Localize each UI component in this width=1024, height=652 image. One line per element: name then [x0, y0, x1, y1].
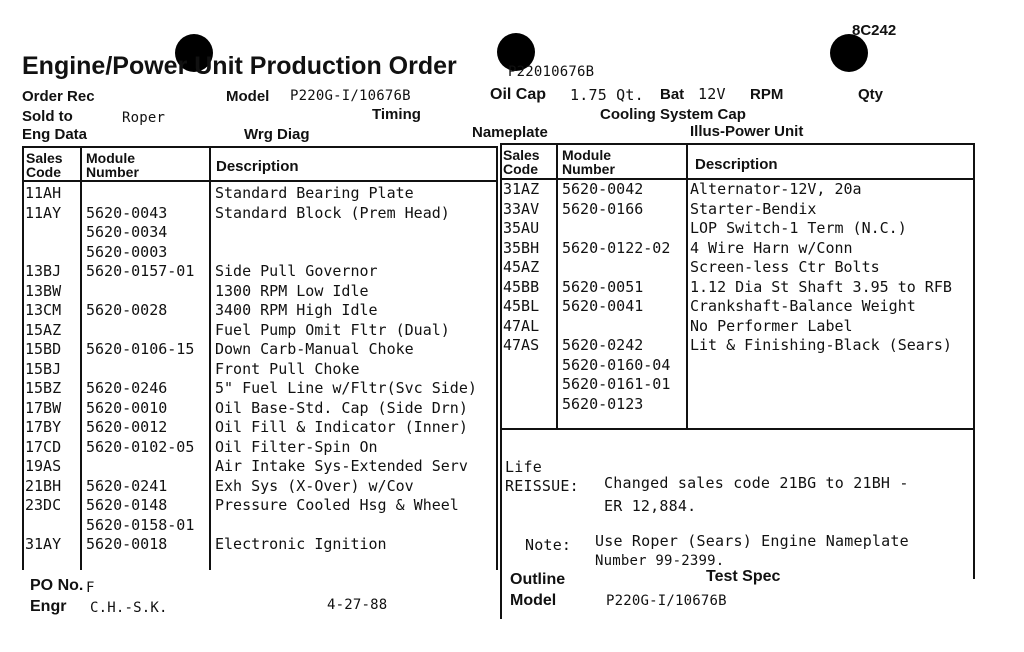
left-module: 5620-0018	[86, 535, 168, 553]
wrg-diag-label: Wrg Diag	[244, 126, 310, 143]
outline-label: Outline	[510, 571, 566, 588]
left-header-description: Description	[216, 158, 299, 175]
left-header-module	[86, 151, 139, 179]
reissue-label: REISSUE:	[505, 477, 579, 495]
right-module: 5620-0051	[562, 277, 644, 296]
right-desc: Screen-less Ctr Bolts	[690, 258, 880, 276]
rpm-label: RPM	[750, 86, 784, 103]
outline-model-label: Model	[510, 592, 557, 609]
left-module: 5620-0034	[86, 223, 168, 241]
left-desc: Standard Block (Prem Head)	[215, 203, 450, 222]
left-code: 21BH	[25, 476, 62, 495]
right-desc: Lit & Finishing-Black (Sears)	[690, 336, 952, 354]
right-code: 35AU	[503, 219, 540, 237]
right-table-border-2	[556, 143, 558, 429]
left-code: 31AY	[25, 535, 62, 553]
left-module: 5620-0003	[86, 242, 168, 261]
left-header-sales: Sales	[26, 150, 63, 166]
left-desc: Fuel Pump Omit Fltr (Dual)	[215, 320, 450, 339]
right-code: 47AL	[503, 316, 540, 335]
left-module: 5620-0157-01	[86, 262, 195, 280]
oil-cap-value: 1.75 Qt.	[570, 86, 644, 104]
left-code: 13CM	[25, 301, 62, 319]
left-code: 11AH	[25, 184, 62, 202]
right-code: 31AZ	[503, 180, 540, 198]
right-desc: No Performer Label	[690, 316, 853, 335]
right-table-border-4	[973, 143, 975, 579]
left-desc: Side Pull Governor	[215, 262, 378, 280]
po-label: PO No.	[30, 577, 84, 594]
left-code: 11AY	[25, 203, 62, 222]
engr-label: Engr	[30, 598, 67, 615]
left-table-header-border	[22, 180, 498, 182]
right-table-border-3	[686, 143, 688, 429]
reissue-line-1: Changed sales code 21BG to 21BH -	[604, 474, 909, 492]
right-desc: 1.12 Dia St Shaft 3.95 to RFB	[690, 277, 952, 296]
timing-label: Timing	[372, 106, 421, 123]
right-desc: Crankshaft-Balance Weight	[690, 297, 916, 315]
left-module: 5620-0106-15	[86, 340, 195, 358]
model-label: Model	[226, 88, 270, 105]
right-module: 5620-0042	[562, 180, 644, 198]
order-rec-label: Order Rec	[22, 88, 95, 105]
bat-label: Bat	[660, 86, 685, 103]
right-module: 5620-0041	[562, 297, 644, 315]
right-table-border-1	[500, 143, 502, 619]
left-code: 13BJ	[25, 262, 62, 280]
left-module: 5620-0102-05	[86, 437, 195, 456]
right-module: 5620-0160-04	[562, 355, 671, 374]
left-header-module-2: Number	[86, 164, 139, 180]
right-module: 5620-0242	[562, 336, 644, 354]
note-line-2: Number 99-2399.	[595, 553, 725, 569]
left-code: 19AS	[25, 457, 62, 475]
model-value: P220G-I/10676B	[290, 88, 411, 104]
left-desc: 1300 RPM Low Idle	[215, 281, 369, 300]
note-line-1: Use Roper (Sears) Engine Nameplate	[595, 532, 909, 550]
left-code: 15AZ	[25, 320, 62, 339]
right-header-description: Description	[695, 156, 778, 173]
left-code: 15BZ	[25, 379, 62, 397]
left-desc: Down Carb-Manual Choke	[215, 340, 414, 358]
right-module: 5620-0161-01	[562, 375, 671, 393]
left-table-border-4	[496, 146, 498, 570]
right-code: 45BL	[503, 297, 540, 315]
right-code: 45BB	[503, 277, 540, 296]
left-desc: 3400 RPM High Idle	[215, 301, 378, 319]
right-module: 5620-0122-02	[562, 238, 671, 257]
left-desc: Exh Sys (X-Over) w/Cov	[215, 476, 414, 495]
right-header-module-1: Module	[562, 147, 611, 163]
doc-code: 8C242	[852, 22, 897, 39]
left-table-border-1	[22, 146, 24, 570]
right-header-module-2: Number	[562, 161, 615, 177]
life-text: Life	[505, 458, 542, 476]
left-desc: Air Intake Sys-Extended Serv	[215, 457, 468, 475]
left-header-code: Code	[26, 164, 61, 180]
left-desc: Pressure Cooled Hsg & Wheel	[215, 496, 459, 514]
left-desc: Oil Fill & Indicator (Inner)	[215, 418, 468, 436]
right-code: 45AZ	[503, 258, 540, 276]
left-code: 23DC	[25, 496, 62, 514]
left-desc: Electronic Ignition	[215, 535, 387, 553]
test-spec-label: Test Spec	[706, 568, 781, 585]
left-module: 5620-0241	[86, 476, 168, 495]
left-header-module-1: Module	[86, 150, 135, 166]
left-desc: Oil Filter-Spin On	[215, 437, 378, 456]
left-module: 5620-0012	[86, 418, 168, 436]
left-code: 15BD	[25, 340, 62, 358]
left-code: 17CD	[25, 437, 62, 456]
left-module: 5620-0043	[86, 203, 168, 222]
order-number: P22010676B	[508, 64, 595, 80]
cooling-label: Cooling System Cap	[600, 106, 746, 123]
right-desc: 4 Wire Harn w/Conn	[690, 238, 853, 257]
left-module: 5620-0246	[86, 379, 168, 397]
left-desc: Oil Base-Std. Cap (Side Drn)	[215, 398, 468, 417]
nameplate-label: Nameplate	[472, 124, 548, 141]
left-desc: 5" Fuel Line w/Fltr(Svc Side)	[215, 379, 477, 397]
illus-label: Illus-Power Unit	[690, 123, 804, 140]
right-table-top-border	[500, 143, 975, 145]
right-desc: Alternator-12V, 20a	[690, 180, 862, 198]
right-module: 5620-0166	[562, 199, 644, 218]
left-code: 13BW	[25, 281, 62, 300]
engr-value: C.H.-S.K.	[90, 600, 168, 616]
oil-cap-label: Oil Cap	[490, 86, 547, 103]
punch-hole-right	[830, 34, 868, 72]
left-module: 5620-0028	[86, 301, 168, 319]
right-desc: LOP Switch-1 Term (N.C.)	[690, 219, 907, 237]
po-value: F	[86, 580, 95, 596]
reissue-line-2: ER 12,884.	[604, 497, 697, 515]
right-header-sales: Sales	[503, 147, 540, 163]
left-header-sales-code	[26, 151, 63, 179]
left-code: 15BJ	[25, 359, 62, 378]
outline-model-value: P220G-I/10676B	[606, 593, 727, 609]
sold-to-label: Sold to	[22, 108, 73, 125]
sold-to-value: Roper	[122, 110, 166, 126]
right-code: 35BH	[503, 238, 540, 257]
eng-data-label: Eng Data	[22, 126, 88, 143]
left-module: 5620-0010	[86, 398, 168, 417]
left-desc: Standard Bearing Plate	[215, 184, 414, 202]
left-code: 17BY	[25, 418, 62, 436]
left-table-border-2	[80, 146, 82, 570]
right-code: 33AV	[503, 199, 540, 218]
bat-value: 12V	[698, 85, 726, 103]
left-table-top-border	[22, 146, 498, 148]
right-header-module	[562, 148, 615, 176]
left-module: 5620-0148	[86, 496, 168, 514]
qty-label: Qty	[858, 86, 884, 103]
left-module: 5620-0158-01	[86, 515, 195, 534]
page-title: Engine/Power Unit Production Order	[22, 52, 457, 80]
left-desc: Front Pull Choke	[215, 359, 360, 378]
left-table-border-3	[209, 146, 211, 570]
order-date: 4-27-88	[327, 597, 388, 613]
right-module: 5620-0123	[562, 394, 644, 413]
right-code: 47AS	[503, 336, 540, 354]
right-table-bottom-border	[500, 428, 975, 430]
left-code: 17BW	[25, 398, 62, 417]
note-label: Note:	[525, 536, 572, 554]
right-header-sales-code	[503, 148, 540, 176]
right-header-code: Code	[503, 161, 538, 177]
right-desc: Starter-Bendix	[690, 199, 817, 218]
